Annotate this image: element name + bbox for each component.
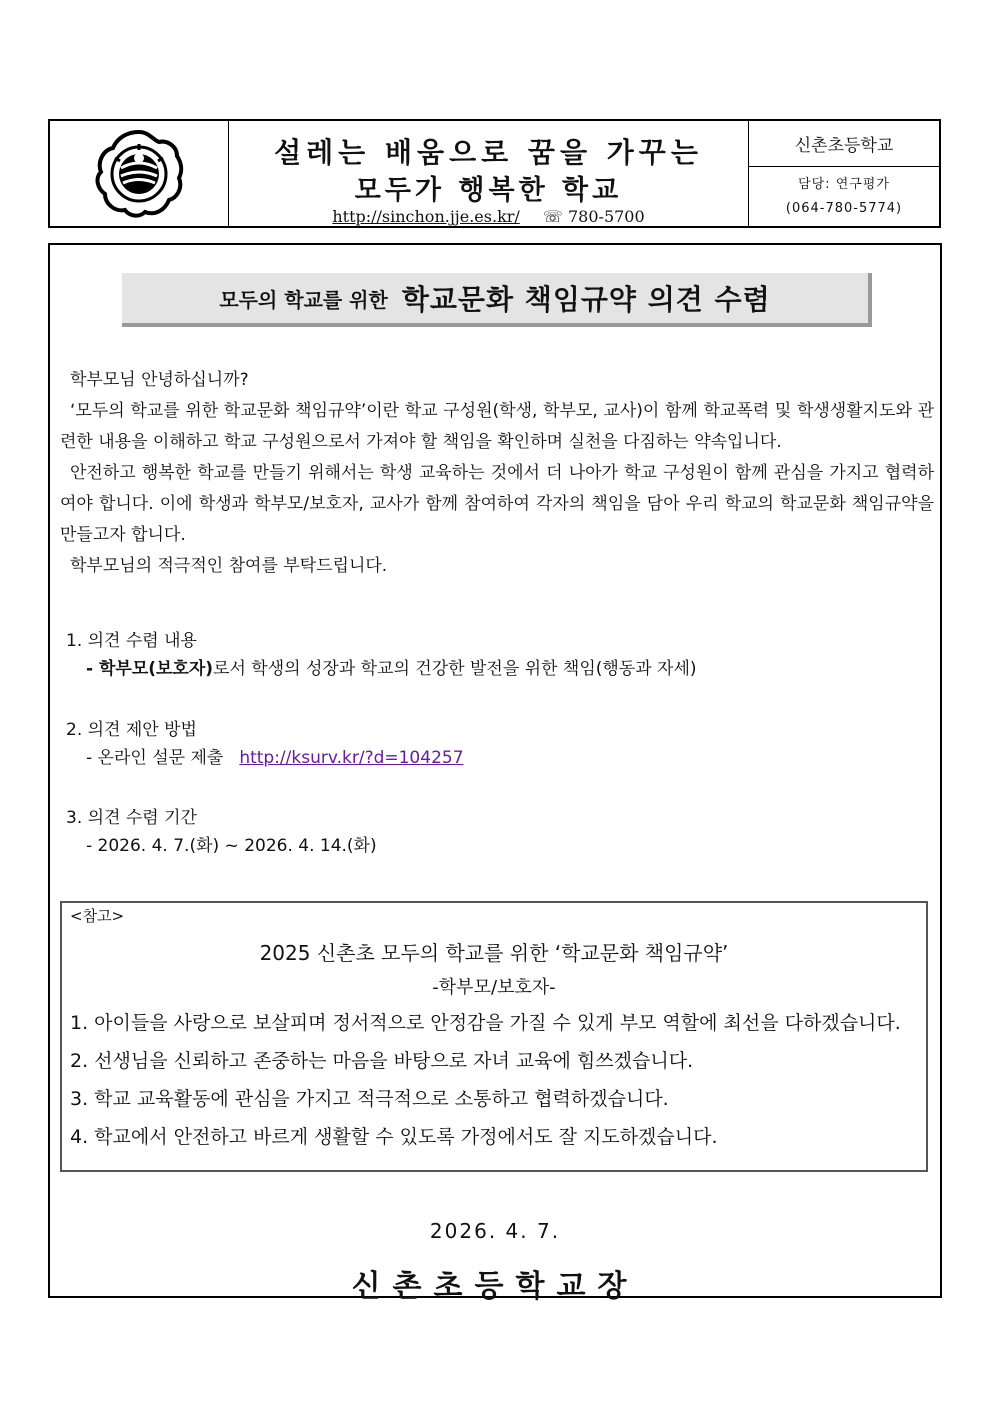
section-1-heading: 1. 의견 수렴 내용 xyxy=(66,631,197,651)
contact-info xyxy=(749,167,939,226)
section-2-item xyxy=(66,744,464,772)
notice-body xyxy=(48,243,942,1304)
list-item: 3. 학교 교육활동에 관심을 가지고 적극적으로 소통하고 협력하겠습니다. xyxy=(70,1088,669,1110)
section-3-item: - 2026. 4. 7.(화) ~ 2026. 4. 14.(화) xyxy=(86,836,377,856)
section-3 xyxy=(66,804,377,860)
contact-phone: (064-780-5774) xyxy=(785,200,903,216)
contact-line xyxy=(229,207,748,226)
signer: 신촌초등학교장 xyxy=(351,1269,639,1304)
section-2-text: - 온라인 설문 제출 xyxy=(86,748,224,768)
slogan-cell xyxy=(229,121,749,226)
letterhead xyxy=(48,119,941,228)
section-2-heading: 2. 의견 제안 방법 xyxy=(66,720,197,740)
list-item: 2. 선생님을 신뢰하고 존중하는 마음을 바탕으로 자녀 교육에 힘쓰겠습니다. xyxy=(70,1050,694,1072)
section-2 xyxy=(66,716,464,772)
reference-title: 2025 신촌초 모두의 학교를 위한 ‘학교문화 책임규약’ xyxy=(259,941,729,965)
contact-person: 담당: 연구평가 xyxy=(798,176,890,192)
intro-text xyxy=(60,365,934,582)
list-item: 1. 아이들을 사랑으로 보살피며 정서적으로 안정감을 가질 수 있게 부모 역할에 최선을 다하겠습니다. xyxy=(70,1012,901,1034)
section-1-text: 로서 학생의 성장과 학교의 건강한 발전을 위한 책임(행동과 자세) xyxy=(213,659,697,679)
page-title: 학교문화 책임규약 의견 수렴 xyxy=(401,283,771,316)
intro-paragraph-3: 학부모님의 적극적인 참여를 부탁드립니다. xyxy=(70,556,388,576)
section-3-heading: 3. 의견 수렴 기간 xyxy=(66,808,197,828)
survey-link[interactable]: http://ksurv.kr/?d=104257 xyxy=(239,748,464,768)
section-1-item xyxy=(66,655,697,683)
title-banner xyxy=(122,273,872,327)
banner-prefix: 모두의 학교를 위한 xyxy=(219,287,388,312)
school-info-cell xyxy=(749,121,939,226)
reference-list xyxy=(70,1007,901,1159)
school-name: 신촌초등학교 xyxy=(749,121,939,167)
slogan-line-2: 모두가 행복한 학교 xyxy=(354,175,623,206)
reference-tag: <참고> xyxy=(70,907,125,925)
school-url-link[interactable]: http://sinchon.jje.es.kr/ xyxy=(332,207,520,226)
slogan-line-1: 설레는 배움으로 꿈을 가꾸는 xyxy=(274,136,703,169)
school-phone: ☏ 780-5700 xyxy=(542,207,645,226)
logo-cell xyxy=(50,121,229,226)
reference-subtitle: -학부모/보호자- xyxy=(432,977,556,998)
issue-date: 2026. 4. 7. xyxy=(429,1219,561,1243)
intro-paragraph-2: 안전하고 행복한 학교를 만들기 위해서는 학생 교육하는 것에서 더 나아가 학교 구성원이 함께 관심을 가지고 협력하여야 합니다. 이에 학생과 학부모/보호자, 교사가 함께 참여하여 각자의 책임을 담아 우리 학교의 학교문화 책임규약을 만들고자 합니다. xyxy=(60,463,934,545)
list-item: 4. 학교에서 안전하고 바르게 생활할 수 있도록 가정에서도 잘 지도하겠습니다. xyxy=(70,1126,718,1148)
section-1 xyxy=(66,627,697,683)
reference-box xyxy=(60,901,928,1172)
intro-paragraph-1: ‘모두의 학교를 위한 학교문화 책임규약’이란 학교 구성원(학생, 학부모, 교사)이 함께 학교폭력 및 학생생활지도와 관련한 내용을 이해하고 학교 구성원으로서 가져야 할 책임을 확인하며 실천을 다짐하는 약속입니다. xyxy=(60,401,934,452)
section-1-bold: - 학부모(보호자) xyxy=(86,659,214,679)
greeting: 학부모님 안녕하십니까? xyxy=(70,370,249,390)
school-emblem-icon xyxy=(93,128,185,220)
